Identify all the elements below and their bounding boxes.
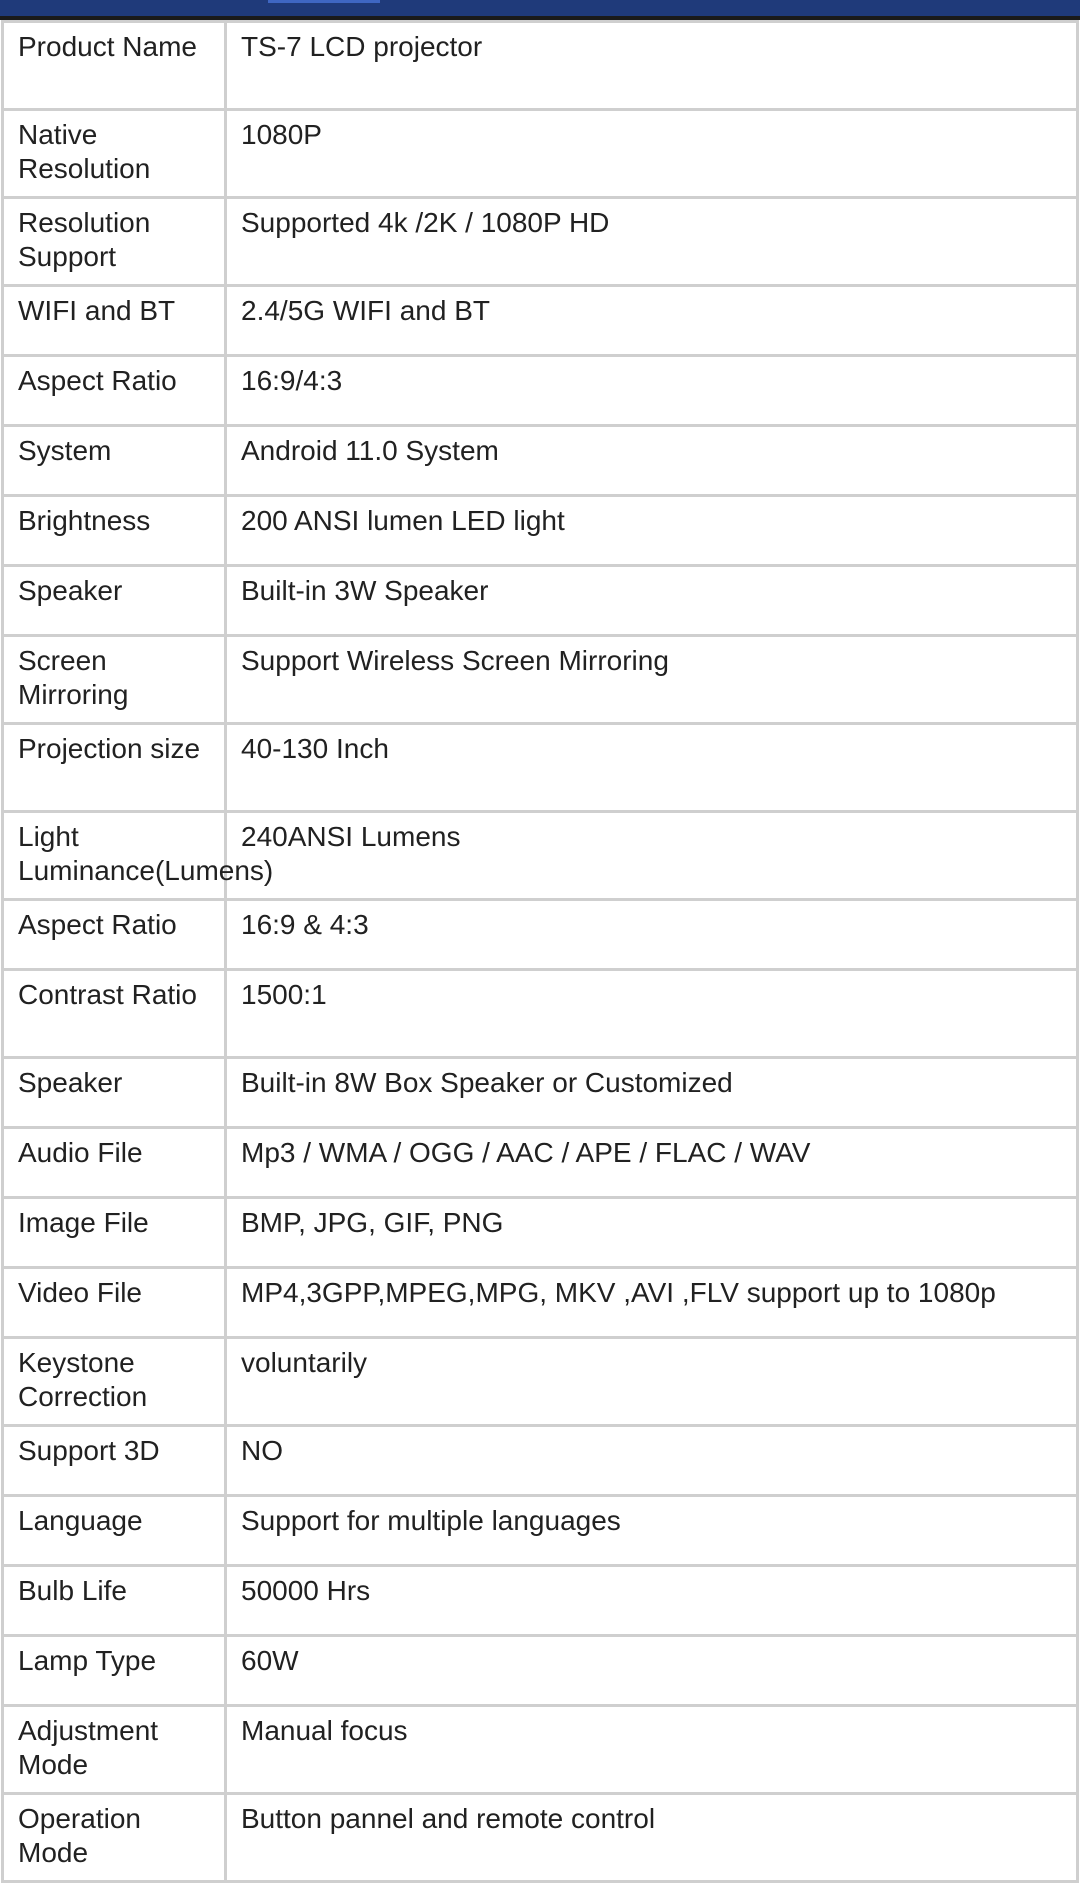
spec-value: Support for multiple languages	[241, 1505, 621, 1536]
spec-key-cell	[3, 900, 226, 970]
table-row	[3, 566, 1078, 636]
spec-key: Screen Mirroring	[18, 645, 129, 710]
spec-value: 2.4/5G WIFI and BT	[241, 295, 490, 326]
spec-key: Operation Mode	[18, 1803, 141, 1868]
spec-key-cell	[3, 1706, 226, 1794]
spec-value: Mp3 / WMA / OGG / AAC / APE / FLAC / WAV	[241, 1137, 811, 1168]
table-row	[3, 1268, 1078, 1338]
spec-key: Bulb Life	[18, 1575, 127, 1606]
spec-key-cell	[3, 426, 226, 496]
table-row	[3, 1636, 1078, 1706]
spec-value: Manual focus	[241, 1715, 408, 1746]
spec-key-cell	[3, 812, 274, 900]
table-row	[3, 1426, 1078, 1496]
spec-value: Supported 4k /2K / 1080P HD	[241, 207, 610, 238]
spec-key: Brightness	[18, 505, 151, 536]
spec-value-cell	[226, 970, 1078, 1058]
spec-value: MP4,3GPP,MPEG,MPG, MKV ,AVI ,FLV support up to 1080p	[241, 1277, 996, 1308]
spec-key: Speaker	[18, 575, 123, 606]
top-header-bar	[0, 0, 1080, 20]
spec-value-cell	[226, 110, 1078, 198]
spec-key: Keystone Correction	[18, 1347, 148, 1412]
spec-table-container	[0, 20, 1080, 1868]
spec-key: Support 3D	[18, 1435, 160, 1466]
spec-key-cell	[3, 566, 226, 636]
spec-value-cell	[226, 1058, 1078, 1128]
spec-value: 60W	[241, 1645, 299, 1676]
spec-key: Video File	[18, 1277, 143, 1308]
table-row	[3, 724, 1078, 812]
spec-value-cell	[226, 286, 1078, 356]
table-row	[3, 900, 1078, 970]
spec-value-cell	[226, 900, 1078, 970]
spec-key-cell	[3, 1794, 226, 1882]
spec-value-cell	[226, 724, 1078, 812]
spec-value-cell	[226, 566, 1078, 636]
spec-key-cell	[3, 970, 226, 1058]
spec-value-cell	[226, 1338, 1078, 1426]
spec-key: Image File	[18, 1207, 149, 1238]
spec-value-cell	[226, 1198, 1078, 1268]
spec-key-cell	[3, 22, 226, 110]
table-row	[3, 22, 1078, 110]
table-row	[3, 1706, 1078, 1794]
spec-value-cell	[226, 1268, 1078, 1338]
spec-table-body	[3, 22, 1078, 1882]
table-row	[3, 1566, 1078, 1636]
spec-key: Adjustment Mode	[18, 1715, 159, 1780]
table-row	[3, 812, 1078, 900]
table-row	[3, 198, 1078, 286]
spec-value: 240ANSI Lumens	[241, 821, 461, 852]
spec-value-cell	[226, 1426, 1078, 1496]
table-row	[3, 1338, 1078, 1426]
spec-key-cell	[3, 1058, 226, 1128]
spec-key-cell	[3, 286, 226, 356]
spec-value: 1080P	[241, 119, 322, 150]
spec-key-cell	[3, 1338, 226, 1426]
spec-key: Aspect Ratio	[18, 365, 177, 396]
spec-value: 16:9/4:3	[241, 365, 343, 396]
spec-value: BMP, JPG, GIF, PNG	[241, 1207, 504, 1238]
spec-key-cell	[3, 1268, 226, 1338]
table-row	[3, 970, 1078, 1058]
header-accent-strip	[268, 0, 380, 3]
spec-key-cell	[3, 496, 226, 566]
spec-value: 50000 Hrs	[241, 1575, 371, 1606]
spec-key: WIFI and BT	[18, 295, 176, 326]
spec-key: Projection size	[18, 733, 201, 764]
spec-value-cell	[226, 356, 1078, 426]
spec-value: 40-130 Inch	[241, 733, 389, 764]
spec-value: Built-in 8W Box Speaker or Customized	[241, 1067, 733, 1098]
spec-key-cell	[3, 636, 226, 724]
table-row	[3, 1128, 1078, 1198]
spec-key: Product Name	[18, 31, 197, 62]
spec-key: Lamp Type	[18, 1645, 157, 1676]
spec-key: Language	[18, 1505, 143, 1536]
spec-key: Audio File	[18, 1137, 143, 1168]
spec-key: Resolution Support	[18, 207, 151, 272]
spec-value-cell	[226, 426, 1078, 496]
spec-key-cell	[3, 1566, 226, 1636]
spec-key: Speaker	[18, 1067, 123, 1098]
table-row	[3, 356, 1078, 426]
table-row	[3, 496, 1078, 566]
spec-key-cell	[3, 1496, 226, 1566]
spec-key: Native Resolution	[18, 119, 151, 184]
spec-value: voluntarily	[241, 1347, 368, 1378]
spec-value-cell	[226, 1636, 1078, 1706]
table-row	[3, 286, 1078, 356]
spec-value-cell	[226, 1496, 1078, 1566]
spec-value: 16:9 & 4:3	[241, 909, 369, 940]
spec-value: Built-in 3W Speaker	[241, 575, 489, 606]
spec-key: System	[18, 435, 112, 466]
spec-value: NO	[241, 1435, 283, 1466]
spec-value: 1500:1	[241, 979, 327, 1010]
spec-key-cell	[3, 110, 226, 198]
spec-value-cell	[226, 1128, 1078, 1198]
spec-value-cell	[226, 1566, 1078, 1636]
spec-value-cell	[226, 198, 1078, 286]
spec-table	[1, 20, 1079, 1883]
spec-value-cell	[226, 22, 1078, 110]
table-row	[3, 1198, 1078, 1268]
spec-value: 200 ANSI lumen LED light	[241, 505, 565, 536]
spec-value: Button pannel and remote control	[241, 1803, 656, 1834]
spec-key: Aspect Ratio	[18, 909, 177, 940]
table-row	[3, 1058, 1078, 1128]
table-row	[3, 636, 1078, 724]
spec-key-cell	[3, 1198, 226, 1268]
spec-key: Contrast Ratio	[18, 979, 197, 1010]
spec-value: Support Wireless Screen Mirroring	[241, 645, 669, 676]
spec-key-cell	[3, 1636, 226, 1706]
spec-value-cell	[226, 1794, 1078, 1882]
spec-key-cell	[3, 724, 226, 812]
spec-key-cell	[3, 356, 226, 426]
table-row	[3, 1496, 1078, 1566]
spec-value-cell	[226, 496, 1078, 566]
spec-key: Light Luminance(Lumens)	[18, 821, 274, 886]
spec-key-cell	[3, 1426, 226, 1496]
spec-key-cell	[3, 1128, 226, 1198]
spec-value-cell	[226, 812, 1078, 900]
spec-value: Android 11.0 System	[241, 435, 499, 466]
spec-key-cell	[3, 198, 226, 286]
table-row	[3, 110, 1078, 198]
spec-value: TS-7 LCD projector	[241, 31, 483, 62]
table-row	[3, 426, 1078, 496]
table-row	[3, 1794, 1078, 1882]
spec-value-cell	[226, 1706, 1078, 1794]
spec-value-cell	[226, 636, 1078, 724]
